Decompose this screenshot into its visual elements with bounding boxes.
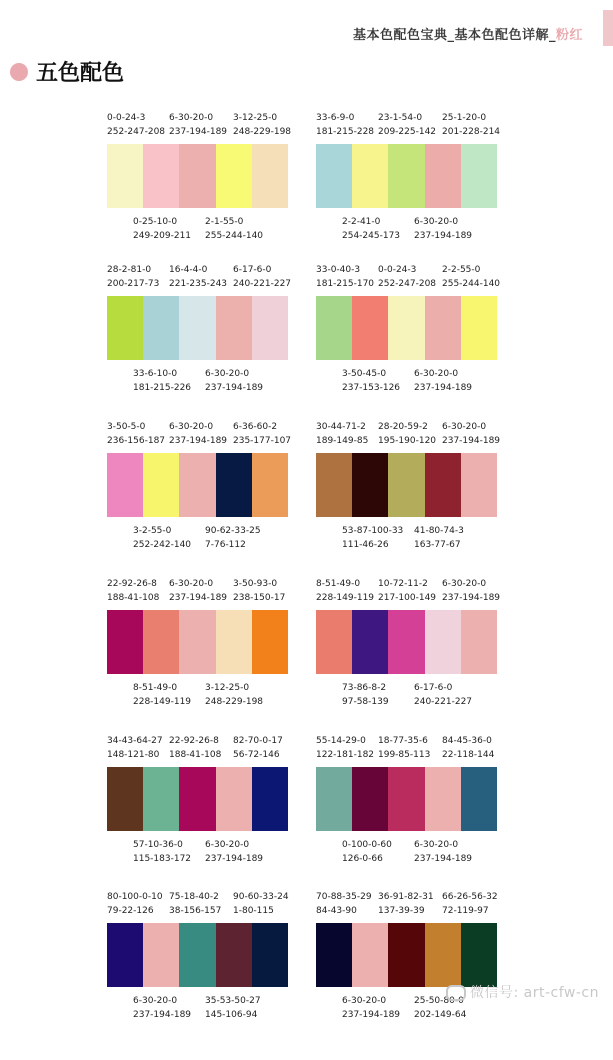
rgb-value: 237-194-189 xyxy=(414,383,473,393)
color-code-top xyxy=(316,420,368,448)
rgb-value: 189-149-85 xyxy=(316,436,369,446)
color-code-bottom xyxy=(414,681,472,709)
rgb-value: 252-247-208 xyxy=(107,127,166,137)
color-code-bottom xyxy=(414,524,464,552)
rgb-value: 228-149-119 xyxy=(133,697,192,707)
cmyk-value: 53-87-100-33 xyxy=(342,526,404,536)
cmyk-value: 55-14-29-0 xyxy=(316,736,366,746)
rgb-value: 237-194-189 xyxy=(205,854,264,864)
color-code-bottom xyxy=(133,524,191,552)
palette-block xyxy=(107,420,292,590)
color-code-top xyxy=(233,420,291,448)
palette-block xyxy=(107,111,292,281)
cmyk-value: 3-2-55-0 xyxy=(133,526,172,536)
header-accent-bar xyxy=(603,10,613,46)
swatch-strip xyxy=(316,767,497,831)
cmyk-value: 90-62-33-25 xyxy=(205,526,261,536)
palette-block xyxy=(107,577,288,747)
color-swatch xyxy=(252,296,288,360)
color-code-top xyxy=(169,111,227,139)
rgb-value: 181-215-226 xyxy=(133,383,192,393)
color-code-bottom xyxy=(342,994,400,1022)
rgb-value: 237-194-189 xyxy=(442,593,501,603)
header-title xyxy=(353,24,583,43)
cmyk-value: 2-2-41-0 xyxy=(342,217,381,227)
rgb-value: 38-156-157 xyxy=(169,906,222,916)
cmyk-value: 6-30-20-0 xyxy=(205,369,250,379)
cmyk-value: 6-30-20-0 xyxy=(133,996,178,1006)
rgb-value: 22-118-144 xyxy=(442,750,495,760)
color-code-top xyxy=(442,890,498,918)
cmyk-value: 75-18-40-2 xyxy=(169,892,219,902)
color-swatch xyxy=(316,144,352,208)
cmyk-value: 6-30-20-0 xyxy=(414,217,459,227)
color-swatch xyxy=(316,453,352,517)
rgb-value: 163-77-67 xyxy=(414,540,461,550)
color-code-top xyxy=(107,111,165,139)
rgb-value: 252-242-140 xyxy=(133,540,192,550)
rgb-value: 200-217-73 xyxy=(107,279,160,289)
cmyk-value: 25-1-20-0 xyxy=(442,113,487,123)
section-title: 五色配色 xyxy=(36,61,125,86)
palette-block xyxy=(316,111,501,281)
cmyk-value: 33-6-10-0 xyxy=(133,369,178,379)
swatch-strip xyxy=(107,453,288,517)
cmyk-value: 6-30-20-0 xyxy=(442,422,487,432)
rgb-value: 237-194-189 xyxy=(169,436,228,446)
cmyk-value: 0-100-0-60 xyxy=(342,840,392,850)
color-code-top xyxy=(378,111,436,139)
color-code-top xyxy=(169,420,227,448)
color-swatch xyxy=(425,767,461,831)
color-swatch xyxy=(316,767,352,831)
cmyk-value: 3-50-5-0 xyxy=(107,422,146,432)
color-code-top xyxy=(169,577,227,605)
rgb-value: 254-245-173 xyxy=(342,231,401,241)
swatch-strip xyxy=(107,610,288,674)
color-code-bottom xyxy=(205,994,261,1022)
cmyk-value: 0-0-24-3 xyxy=(107,113,146,123)
cmyk-value: 73-86-8-2 xyxy=(342,683,387,693)
swatch-strip xyxy=(107,144,288,208)
rgb-value: 237-194-189 xyxy=(414,231,473,241)
rgb-value: 237-194-189 xyxy=(414,854,473,864)
rgb-value: 181-215-228 xyxy=(316,127,375,137)
color-swatch xyxy=(216,296,252,360)
cmyk-value: 6-30-20-0 xyxy=(169,113,214,123)
color-code-top xyxy=(107,734,163,762)
color-code-bottom xyxy=(205,215,263,243)
cmyk-value: 0-25-10-0 xyxy=(133,217,178,227)
color-swatch xyxy=(388,296,424,360)
color-swatch xyxy=(179,610,215,674)
rgb-value: 188-41-108 xyxy=(169,750,222,760)
cmyk-value: 6-30-20-0 xyxy=(169,422,214,432)
color-swatch xyxy=(352,144,388,208)
color-swatch xyxy=(425,453,461,517)
cmyk-value: 8-51-49-0 xyxy=(316,579,361,589)
cmyk-value: 23-1-54-0 xyxy=(378,113,423,123)
rgb-value: 145-106-94 xyxy=(205,1010,258,1020)
swatch-strip xyxy=(316,453,497,517)
rgb-value: 84-43-90 xyxy=(316,906,357,916)
color-code-bottom xyxy=(342,524,403,552)
rgb-value: 122-181-182 xyxy=(316,750,375,760)
color-swatch xyxy=(461,296,497,360)
cmyk-value: 33-6-9-0 xyxy=(316,113,355,123)
rgb-value: 209-225-142 xyxy=(378,127,437,137)
rgb-value: 126-0-66 xyxy=(342,854,383,864)
color-code-top xyxy=(316,577,374,605)
cmyk-value: 66-26-56-32 xyxy=(442,892,498,902)
rgb-value: 248-229-198 xyxy=(205,697,264,707)
color-code-top xyxy=(316,263,374,291)
cmyk-value: 90-60-33-24 xyxy=(233,892,289,902)
color-swatch xyxy=(143,296,179,360)
color-swatch xyxy=(107,144,143,208)
rgb-value: 115-183-172 xyxy=(133,854,192,864)
cmyk-value: 18-77-35-6 xyxy=(378,736,428,746)
rgb-value: 199-85-113 xyxy=(378,750,431,760)
color-swatch xyxy=(352,453,388,517)
rgb-value: 228-149-119 xyxy=(316,593,375,603)
color-swatch xyxy=(425,610,461,674)
color-swatch xyxy=(216,144,252,208)
cmyk-value: 6-30-20-0 xyxy=(205,840,250,850)
rgb-value: 97-58-139 xyxy=(342,697,389,707)
color-swatch xyxy=(316,296,352,360)
color-swatch xyxy=(216,923,252,987)
color-code-top xyxy=(107,263,159,291)
color-code-bottom xyxy=(342,681,389,709)
palette-block xyxy=(316,890,497,1060)
cmyk-value: 30-44-71-2 xyxy=(316,422,366,432)
color-code-top xyxy=(107,890,163,918)
color-code-top xyxy=(442,577,500,605)
rgb-value: 56-72-146 xyxy=(233,750,280,760)
rgb-value: 148-121-80 xyxy=(107,750,160,760)
rgb-value: 7-76-112 xyxy=(205,540,246,550)
color-code-top xyxy=(233,890,289,918)
cmyk-value: 22-92-26-8 xyxy=(169,736,219,746)
swatch-strip xyxy=(316,610,497,674)
color-swatch xyxy=(143,453,179,517)
rgb-value: 238-150-17 xyxy=(233,593,286,603)
rgb-value: 137-39-39 xyxy=(378,906,425,916)
color-swatch xyxy=(107,923,143,987)
color-code-bottom xyxy=(342,215,400,243)
color-swatch xyxy=(461,767,497,831)
rgb-value: 252-247-208 xyxy=(378,279,437,289)
color-swatch xyxy=(107,296,143,360)
color-swatch xyxy=(461,923,497,987)
color-swatch xyxy=(388,453,424,517)
color-swatch xyxy=(352,767,388,831)
palette-block xyxy=(107,263,292,433)
cmyk-value: 10-72-11-2 xyxy=(378,579,428,589)
color-code-top xyxy=(316,734,374,762)
rgb-value: 237-194-189 xyxy=(169,593,228,603)
color-code-top xyxy=(378,420,436,448)
rgb-value: 188-41-108 xyxy=(107,593,160,603)
color-code-bottom xyxy=(342,367,400,395)
rgb-value: 235-177-107 xyxy=(233,436,292,446)
cmyk-value: 82-70-0-17 xyxy=(233,736,283,746)
color-swatch xyxy=(107,610,143,674)
wechat-icon xyxy=(446,985,466,1001)
color-swatch xyxy=(352,610,388,674)
rgb-value: 236-156-187 xyxy=(107,436,166,446)
rgb-value: 72-119-97 xyxy=(442,906,489,916)
color-code-bottom xyxy=(133,215,191,243)
color-swatch xyxy=(216,767,252,831)
rgb-value: 217-100-149 xyxy=(378,593,437,603)
color-code-bottom xyxy=(342,838,392,866)
color-swatch xyxy=(143,610,179,674)
cmyk-value: 80-100-0-10 xyxy=(107,892,163,902)
cmyk-value: 28-2-81-0 xyxy=(107,265,152,275)
cmyk-value: 6-30-20-0 xyxy=(169,579,214,589)
cmyk-value: 25-50-80-0 xyxy=(414,996,464,1006)
color-swatch xyxy=(179,296,215,360)
palette-block xyxy=(316,263,501,433)
palette-block xyxy=(107,890,288,1060)
color-swatch xyxy=(388,144,424,208)
rgb-value: 249-209-211 xyxy=(133,231,192,241)
cmyk-value: 2-1-55-0 xyxy=(205,217,244,227)
color-swatch xyxy=(461,610,497,674)
color-swatch xyxy=(461,144,497,208)
cmyk-value: 22-92-26-8 xyxy=(107,579,157,589)
color-code-top xyxy=(169,890,221,918)
color-code-top xyxy=(378,734,430,762)
rgb-value: 201-228-214 xyxy=(442,127,501,137)
rgb-value: 1-80-115 xyxy=(233,906,274,916)
color-code-top xyxy=(378,577,436,605)
palette-block xyxy=(316,734,497,904)
color-swatch xyxy=(316,610,352,674)
swatch-strip xyxy=(107,767,288,831)
color-swatch xyxy=(252,453,288,517)
cmyk-value: 6-17-6-0 xyxy=(233,265,272,275)
cmyk-value: 35-53-50-27 xyxy=(205,996,261,1006)
swatch-strip xyxy=(316,923,497,987)
rgb-value: 181-215-170 xyxy=(316,279,375,289)
header-title-accent: 粉红 xyxy=(555,28,583,43)
color-swatch xyxy=(316,923,352,987)
color-code-bottom xyxy=(133,681,191,709)
color-code-bottom xyxy=(205,681,263,709)
rgb-value: 195-190-120 xyxy=(378,436,437,446)
rgb-value: 237-194-189 xyxy=(342,1010,401,1020)
color-code-top xyxy=(442,263,500,291)
rgb-value: 237-194-189 xyxy=(442,436,501,446)
swatch-strip xyxy=(316,296,497,360)
cmyk-value: 6-17-6-0 xyxy=(414,683,453,693)
cmyk-value: 28-20-59-2 xyxy=(378,422,428,432)
cmyk-value: 33-0-40-3 xyxy=(316,265,361,275)
color-swatch xyxy=(107,767,143,831)
color-swatch xyxy=(216,453,252,517)
color-code-bottom xyxy=(133,838,191,866)
cmyk-value: 84-45-36-0 xyxy=(442,736,492,746)
swatch-strip xyxy=(107,923,288,987)
rgb-value: 237-194-189 xyxy=(205,383,264,393)
cmyk-value: 6-30-20-0 xyxy=(414,369,459,379)
section-bullet-icon xyxy=(10,63,28,81)
color-swatch xyxy=(179,453,215,517)
palette-block xyxy=(316,420,501,590)
color-swatch xyxy=(179,144,215,208)
cmyk-value: 0-0-24-3 xyxy=(378,265,417,275)
rgb-value: 255-244-140 xyxy=(205,231,264,241)
color-code-top xyxy=(442,734,494,762)
cmyk-value: 6-30-20-0 xyxy=(342,996,387,1006)
color-swatch xyxy=(425,296,461,360)
color-code-top xyxy=(316,111,374,139)
color-code-top xyxy=(442,420,500,448)
cmyk-value: 57-10-36-0 xyxy=(133,840,183,850)
color-swatch xyxy=(216,610,252,674)
color-swatch xyxy=(252,610,288,674)
color-code-top xyxy=(233,263,291,291)
color-swatch xyxy=(179,923,215,987)
palette-block xyxy=(316,577,501,747)
rgb-value: 237-153-126 xyxy=(342,383,401,393)
cmyk-value: 3-12-25-0 xyxy=(233,113,278,123)
cmyk-value: 3-12-25-0 xyxy=(205,683,250,693)
color-code-top xyxy=(316,890,372,918)
color-swatch xyxy=(252,767,288,831)
color-code-bottom xyxy=(133,367,191,395)
cmyk-value: 2-2-55-0 xyxy=(442,265,481,275)
color-swatch xyxy=(107,453,143,517)
color-code-top xyxy=(169,263,227,291)
rgb-value: 79-22-126 xyxy=(107,906,154,916)
color-swatch xyxy=(352,923,388,987)
color-swatch xyxy=(388,923,424,987)
cmyk-value: 6-36-60-2 xyxy=(233,422,278,432)
color-swatch xyxy=(388,610,424,674)
color-swatch xyxy=(179,767,215,831)
color-code-top xyxy=(378,890,434,918)
color-code-top xyxy=(169,734,221,762)
color-code-bottom xyxy=(414,215,472,243)
cmyk-value: 6-30-20-0 xyxy=(442,579,487,589)
color-code-bottom xyxy=(205,524,261,552)
color-code-bottom xyxy=(414,367,472,395)
color-swatch xyxy=(143,144,179,208)
color-code-top xyxy=(442,111,500,139)
color-code-top xyxy=(378,263,436,291)
watermark xyxy=(446,982,599,1002)
rgb-value: 248-229-198 xyxy=(233,127,292,137)
cmyk-value: 34-43-64-27 xyxy=(107,736,163,746)
cmyk-value: 6-30-20-0 xyxy=(414,840,459,850)
palette-block xyxy=(107,734,288,904)
swatch-strip xyxy=(107,296,288,360)
watermark-text: 微信号: art-cfw-cn xyxy=(470,985,599,1001)
rgb-value: 221-235-243 xyxy=(169,279,228,289)
rgb-value: 240-221-227 xyxy=(233,279,292,289)
cmyk-value: 41-80-74-3 xyxy=(414,526,464,536)
color-code-bottom xyxy=(205,367,263,395)
color-code-bottom xyxy=(133,994,191,1022)
color-code-top xyxy=(233,734,283,762)
color-swatch xyxy=(352,296,388,360)
rgb-value: 255-244-140 xyxy=(442,279,501,289)
color-code-bottom xyxy=(414,838,472,866)
color-code-bottom xyxy=(205,838,263,866)
color-code-top xyxy=(107,420,165,448)
color-swatch xyxy=(425,923,461,987)
rgb-value: 240-221-227 xyxy=(414,697,473,707)
swatch-strip xyxy=(316,144,497,208)
cmyk-value: 16-4-4-0 xyxy=(169,265,208,275)
cmyk-value: 36-91-82-31 xyxy=(378,892,434,902)
color-swatch xyxy=(252,144,288,208)
color-code-top xyxy=(233,577,285,605)
rgb-value: 111-46-26 xyxy=(342,540,389,550)
cmyk-value: 3-50-93-0 xyxy=(233,579,278,589)
color-code-top xyxy=(107,577,159,605)
color-swatch xyxy=(143,767,179,831)
color-swatch xyxy=(461,453,497,517)
color-swatch xyxy=(252,923,288,987)
rgb-value: 202-149-64 xyxy=(414,1010,467,1020)
rgb-value: 237-194-189 xyxy=(169,127,228,137)
cmyk-value: 70-88-35-29 xyxy=(316,892,372,902)
cmyk-value: 3-50-45-0 xyxy=(342,369,387,379)
color-swatch xyxy=(388,767,424,831)
rgb-value: 237-194-189 xyxy=(133,1010,192,1020)
cmyk-value: 8-51-49-0 xyxy=(133,683,178,693)
color-swatch xyxy=(143,923,179,987)
header-title-main: 基本色配色宝典_基本色配色详解_ xyxy=(352,28,556,43)
color-swatch xyxy=(425,144,461,208)
color-code-top xyxy=(233,111,291,139)
